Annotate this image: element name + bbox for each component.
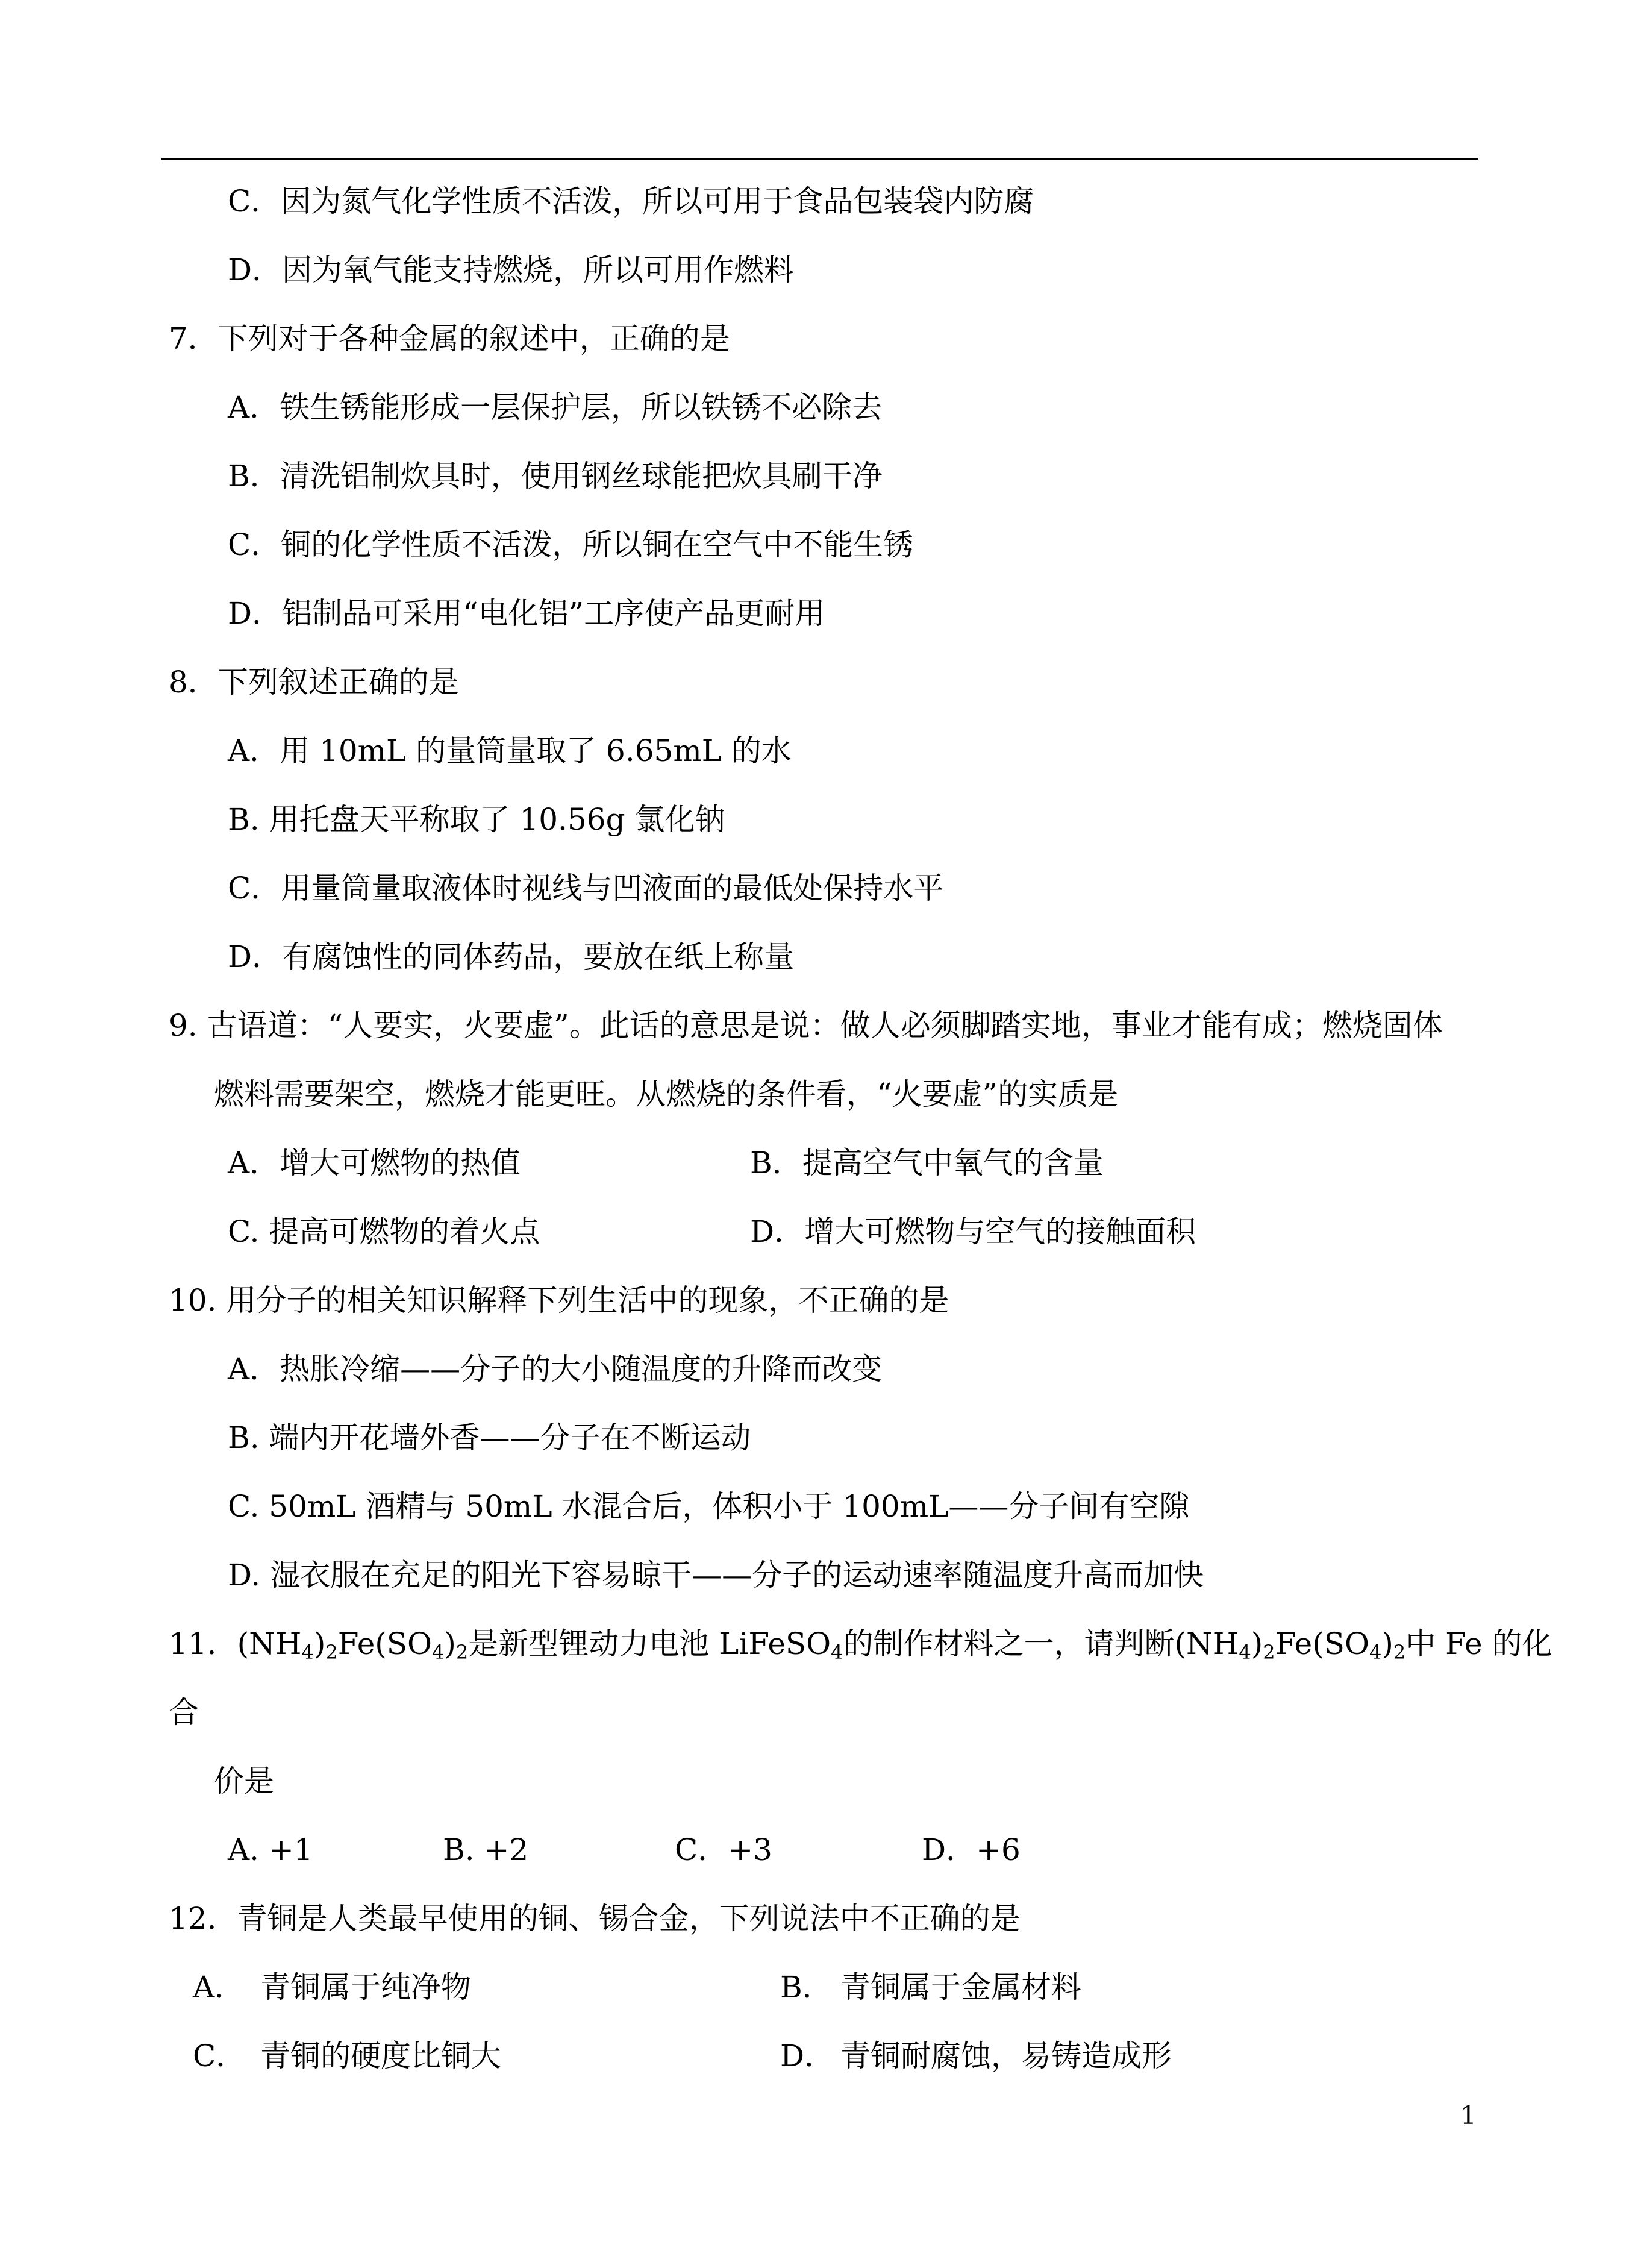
q6-option-c: C．因为氮气化学性质不活泼，所以可用于食品包装袋内防腐	[228, 184, 1034, 219]
q11-lifeso4-sub: 4	[831, 1641, 843, 1664]
q11-number: 11．	[169, 1626, 237, 1661]
q10-option-a: A．热胀冷缩——分子的大小随温度的升降而改变	[228, 1352, 883, 1386]
q12-option-a-label: A．	[193, 1970, 245, 2005]
header-rule	[161, 158, 1478, 160]
q9-option-d: D．增大可燃物与空气的接触面积	[750, 1214, 1196, 1249]
q11-stem-wrap: 合	[169, 1695, 199, 1730]
q8-option-d: D．有腐蚀性的同体药品，要放在纸上称量	[228, 939, 795, 974]
q10-option-c: C. 50mL 酒精与 50mL 水混合后，体积小于 100mL——分子间有空隙	[228, 1489, 1190, 1524]
q9-option-b: B．提高空气中氧气的含量	[750, 1145, 1104, 1180]
q7-option-c: C．铜的化学性质不活泼，所以铜在空气中不能生锈	[228, 527, 914, 562]
q12-option-d-label: D．	[780, 2038, 835, 2073]
q11-option-a: A. +1	[228, 1832, 313, 1867]
q11-text-3: 中 Fe 的化	[1405, 1626, 1552, 1661]
q11-option-d: D．+6	[922, 1832, 1021, 1867]
q12-option-a: 青铜属于纯净物	[260, 1970, 471, 2005]
q11-option-c: C．+3	[675, 1832, 772, 1867]
q8-option-c: C．用量筒量取液体时视线与凹液面的最低处保持水平	[228, 871, 944, 906]
q8-stem: 8．下列叙述正确的是	[169, 665, 459, 700]
page-number: 1	[1460, 2100, 1477, 2130]
q12-option-c-label: C．	[193, 2038, 246, 2073]
q11-stem	[169, 1626, 1552, 1662]
q7-stem: 7．下列对于各种金属的叙述中，正确的是	[169, 321, 730, 356]
q12-option-c: 青铜的硬度比铜大	[260, 2038, 501, 2073]
q9-option-c: C. 提高可燃物的着火点	[228, 1214, 540, 1249]
q7-option-b: B．清洗铝制炊具时，使用钢丝球能把炊具刷干净	[228, 459, 883, 493]
q8-option-b: B. 用托盘天平称取了 10.56g 氯化钠	[228, 802, 725, 837]
q11-stem-line3: 价是	[214, 1764, 274, 1799]
q12-stem: 12．青铜是人类最早使用的铜、锡合金，下列说法中不正确的是	[169, 1901, 1021, 1936]
q12-option-b-label: B．	[780, 1970, 833, 2005]
q12-option-b: 青铜属于金属材料	[840, 1970, 1081, 2005]
q11-formula-1: $(NH_4)_2Fe(SO_4)_2$	[237, 1626, 469, 1664]
q6-option-d: D．因为氧气能支持燃烧，所以可用作燃料	[228, 252, 795, 287]
q11-text-1: 是新型锂动力电池 LiFeSO	[468, 1626, 831, 1661]
q7-option-a: A．铁生锈能形成一层保护层，所以铁锈不必除去	[228, 390, 883, 425]
q11-text-2: 的制作材料之一，请判断	[843, 1626, 1175, 1661]
q9-stem-line2: 燃料需要架空，燃烧才能更旺。从燃烧的条件看，“火要虚”的实质是	[214, 1077, 1119, 1112]
q10-option-b: B. 端内开花墙外香——分子在不断运动	[228, 1420, 751, 1455]
q8-option-a: A．用 10mL 的量筒量取了 6.65mL 的水	[228, 733, 792, 768]
q9-stem-line1: 9. 古语道：“人要实，火要虚”。此话的意思是说：做人必须脚踏实地，事业才能有成；燃烧固体	[169, 1008, 1443, 1043]
q9-option-a: A．增大可燃物的热值	[228, 1145, 521, 1180]
q10-stem: 10. 用分子的相关知识解释下列生活中的现象，不正确的是	[169, 1283, 949, 1318]
q11-formula-2: $(NH_4)_2Fe(SO_4)_2$	[1174, 1626, 1406, 1664]
q12-option-d: 青铜耐腐蚀，易铸造成形	[840, 2038, 1172, 2073]
q11-option-b: B. +2	[443, 1832, 529, 1867]
q7-option-d: D．铝制品可采用“电化铝”工序使产品更耐用	[228, 596, 825, 631]
q10-option-d: D. 湿衣服在充足的阳光下容易晾干——分子的运动速率随温度升高而加快	[228, 1558, 1204, 1593]
